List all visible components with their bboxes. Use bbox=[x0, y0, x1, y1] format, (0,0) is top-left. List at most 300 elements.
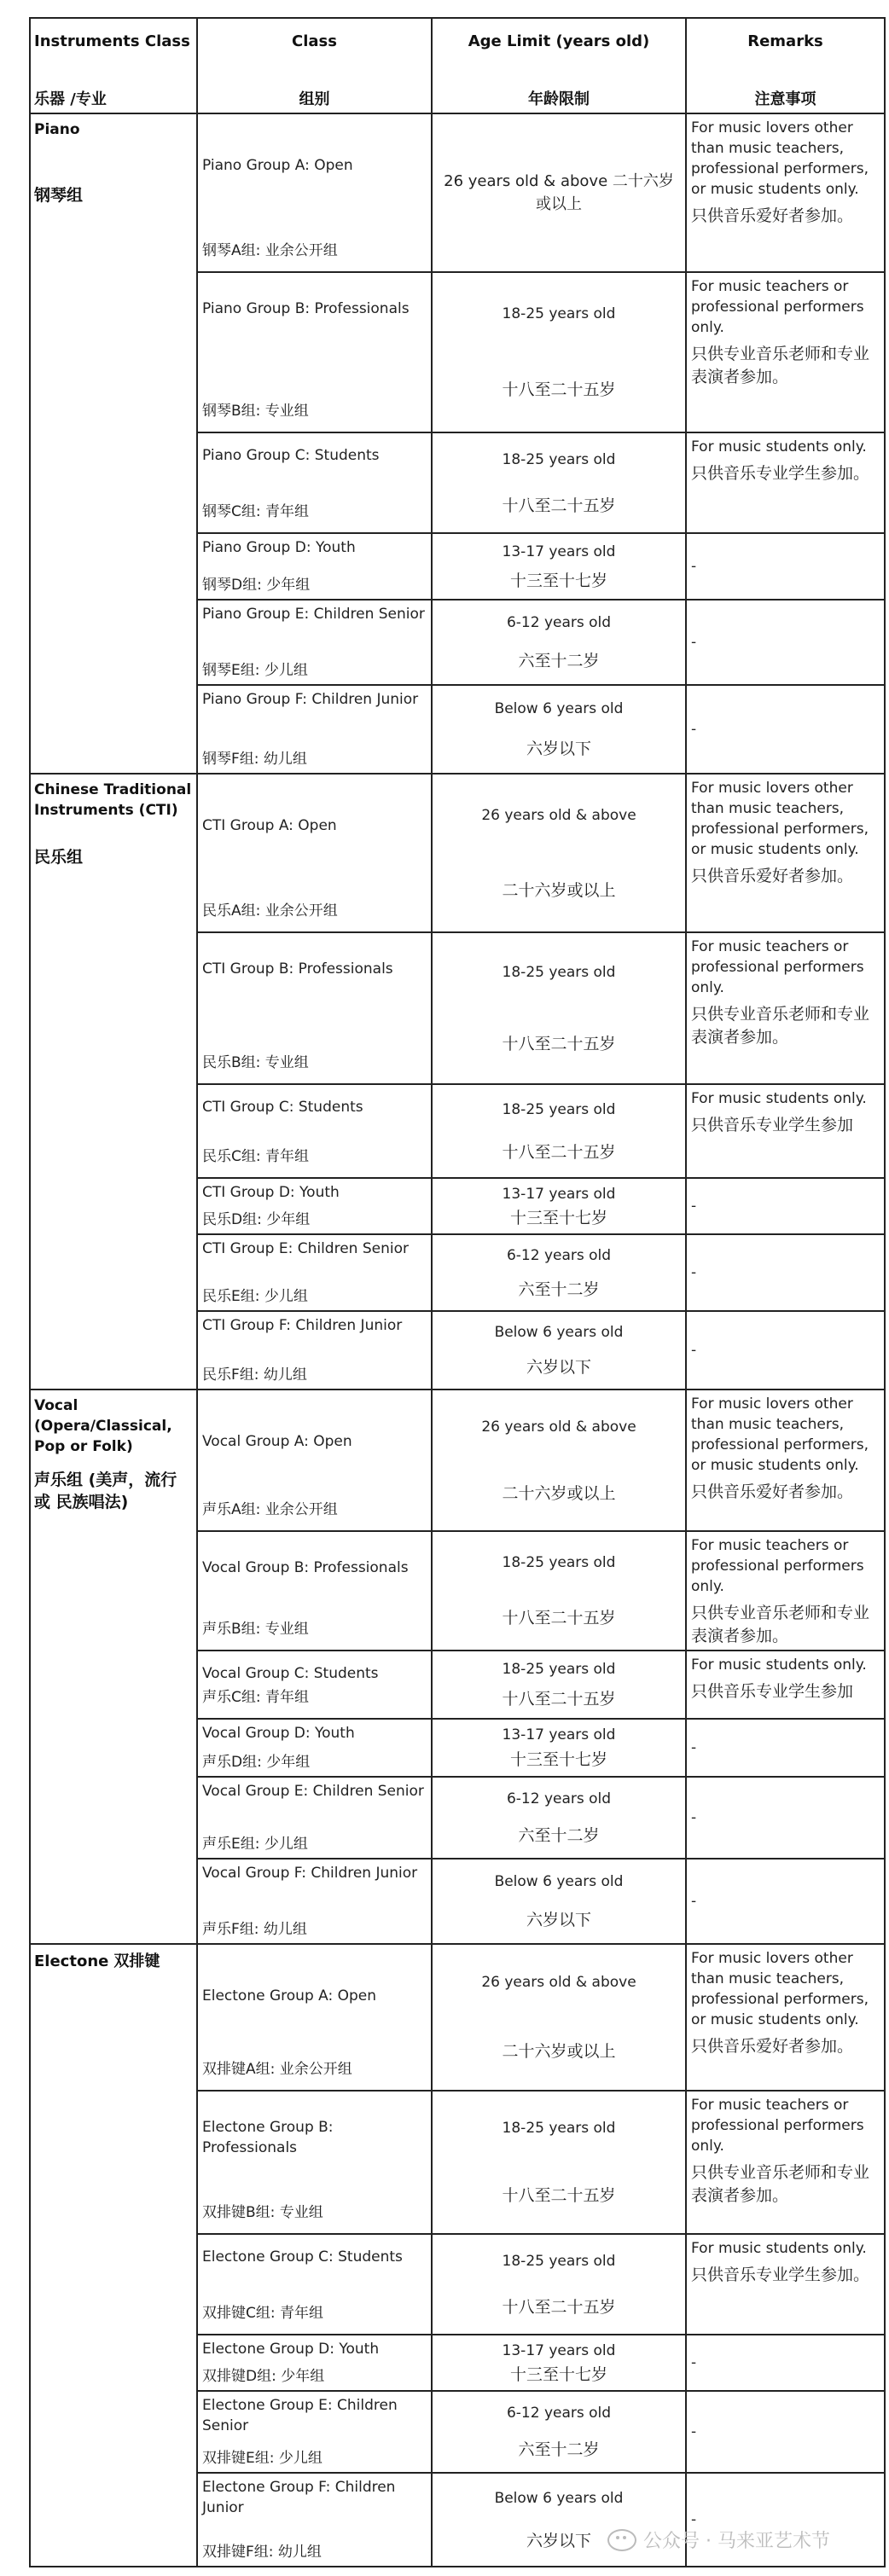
group-cell bbox=[197, 932, 432, 1084]
remarks-cell-content bbox=[691, 437, 880, 529]
group-name-en: Electone Group F: Children Junior bbox=[202, 2479, 396, 2516]
remark-en: - bbox=[691, 721, 697, 738]
age-cell bbox=[432, 2391, 686, 2473]
age-cell-content bbox=[438, 1655, 680, 1714]
remarks-cell bbox=[686, 600, 885, 685]
header-class-zh: 组别 bbox=[299, 90, 330, 108]
group-name-zh: 钢琴A组: 业余公开组 bbox=[202, 242, 338, 259]
remark-en: - bbox=[691, 1342, 697, 1359]
header-remarks bbox=[686, 18, 885, 113]
group-cell-content bbox=[202, 937, 427, 1080]
remark-en: For music students only. bbox=[691, 438, 867, 455]
remark-zh: 只供音乐爱好者参加。 bbox=[691, 2037, 854, 2056]
remarks-cell bbox=[686, 1651, 885, 1719]
remarks-cell bbox=[686, 1178, 885, 1234]
remarks-cell-content bbox=[691, 276, 880, 428]
age-limit-en: 13-17 years old bbox=[502, 1185, 616, 1203]
category-cell bbox=[30, 1390, 197, 1944]
age-limit-zh: 十三至十七岁 bbox=[509, 1750, 607, 1769]
age-cell bbox=[432, 600, 686, 685]
table-row bbox=[30, 113, 885, 272]
header-remarks-en: Remarks bbox=[747, 32, 823, 50]
group-cell bbox=[197, 1311, 432, 1390]
category-name-en: Piano bbox=[34, 121, 80, 138]
table-body bbox=[30, 113, 885, 2567]
age-cell-content bbox=[438, 1948, 680, 2086]
group-cell bbox=[197, 1777, 432, 1859]
age-cell bbox=[432, 1390, 686, 1531]
header-remarks-zh: 注意事项 bbox=[754, 90, 816, 108]
age-cell bbox=[432, 774, 686, 932]
remarks-cell-content bbox=[691, 1182, 880, 1230]
group-name-zh: 钢琴D组: 少年组 bbox=[202, 577, 311, 594]
remark-en: For music teachers or professional performers only. bbox=[691, 278, 864, 336]
remarks-cell-content bbox=[691, 1394, 880, 1527]
remark-zh: 只供音乐专业学生参加。 bbox=[691, 464, 870, 483]
remark-en: - bbox=[691, 558, 697, 575]
group-cell bbox=[197, 113, 432, 272]
age-cell bbox=[432, 272, 686, 432]
age-limit-en: 18-25 years old bbox=[502, 1554, 616, 1571]
age-cell-content bbox=[438, 1088, 680, 1174]
remarks-cell bbox=[686, 1944, 885, 2091]
remark-zh: 只供专业音乐老师和专业表演者参加。 bbox=[691, 2163, 870, 2205]
age-limit-zh: 六至十二岁 bbox=[518, 652, 600, 670]
age-limit-en: Below 6 years old bbox=[494, 1324, 624, 1341]
age-limit-en: Below 6 years old bbox=[494, 700, 624, 717]
age-limit-en: 6-12 years old bbox=[506, 1790, 612, 1807]
remarks-cell-content bbox=[691, 1863, 880, 1940]
age-limit-zh: 二十六岁或以上 bbox=[502, 2042, 616, 2061]
group-cell-content bbox=[202, 1239, 427, 1307]
group-cell-content bbox=[202, 1315, 427, 1385]
group-cell bbox=[197, 1719, 432, 1777]
group-name-zh: 钢琴B组: 专业组 bbox=[202, 403, 309, 420]
remark-en: For music lovers other than music teachers, professional performers, or music students only. bbox=[691, 119, 869, 198]
group-name-en: Piano Group D: Youth bbox=[202, 539, 356, 556]
group-name-en: Vocal Group E: Children Senior bbox=[202, 1783, 424, 1800]
group-name-en: CTI Group D: Youth bbox=[202, 1184, 340, 1201]
group-cell-content bbox=[202, 2339, 427, 2387]
header-instruments-class bbox=[30, 18, 197, 113]
age-cell-content bbox=[438, 1239, 680, 1307]
age-cell bbox=[432, 1651, 686, 1719]
category-name-zh: 民乐组 bbox=[34, 848, 84, 867]
group-cell bbox=[197, 1390, 432, 1531]
table-row bbox=[30, 1390, 885, 1531]
group-name-en: Piano Group C: Students bbox=[202, 447, 380, 464]
age-limit-zh: 十八至二十五岁 bbox=[502, 1690, 616, 1709]
table-header-row bbox=[30, 18, 885, 113]
age-limit-zh: 六至十二岁 bbox=[518, 2440, 600, 2459]
age-limit-zh: 十八至二十五岁 bbox=[502, 1034, 616, 1053]
group-name-zh: 声乐A组: 业余公开组 bbox=[202, 1501, 338, 1518]
remark-en: - bbox=[691, 634, 697, 651]
age-cell bbox=[432, 2234, 686, 2335]
header-class-en: Class bbox=[292, 32, 337, 50]
remarks-cell bbox=[686, 2391, 885, 2473]
group-cell-content bbox=[202, 537, 427, 595]
group-name-zh: 声乐C组: 青年组 bbox=[202, 1689, 310, 1706]
age-limit-zh: 六岁以下 bbox=[526, 740, 591, 758]
age-limit-zh: 十八至二十五岁 bbox=[502, 1142, 616, 1162]
group-cell-content bbox=[202, 689, 427, 769]
age-limit-zh: 六岁以下 bbox=[526, 2531, 591, 2550]
group-name-zh: 民乐A组: 业余公开组 bbox=[202, 902, 338, 920]
age-cell bbox=[432, 1531, 686, 1651]
group-name-zh: 民乐B组: 专业组 bbox=[202, 1054, 309, 1071]
group-name-zh: 声乐F组: 幼儿组 bbox=[202, 1921, 307, 1938]
remarks-cell-content bbox=[691, 937, 880, 1080]
remarks-cell-content bbox=[691, 1781, 880, 1854]
remarks-cell bbox=[686, 533, 885, 600]
category-name-zh: 钢琴组 bbox=[34, 186, 84, 205]
category-cell bbox=[30, 774, 197, 1390]
group-name-en: CTI Group F: Children Junior bbox=[202, 1317, 403, 1334]
age-cell-content bbox=[438, 2339, 680, 2387]
group-name-zh: 民乐D组: 少年组 bbox=[202, 1211, 311, 1228]
age-cell bbox=[432, 1777, 686, 1859]
age-limit-en: 26 years old & above 二十六岁或以上 bbox=[444, 172, 674, 213]
age-cell bbox=[432, 1234, 686, 1311]
group-name-zh: 双排键C组: 青年组 bbox=[202, 2305, 324, 2322]
age-limit-en: 18-25 years old bbox=[502, 305, 616, 322]
group-cell-content bbox=[202, 1182, 427, 1230]
remarks-cell-content bbox=[691, 689, 880, 769]
age-limit-zh: 十八至二十五岁 bbox=[502, 380, 616, 399]
remarks-cell-content bbox=[691, 1535, 880, 1646]
age-cell-content bbox=[438, 689, 680, 769]
remark-en: For music teachers or professional performers only. bbox=[691, 2097, 864, 2155]
group-name-zh: 声乐E组: 少儿组 bbox=[202, 1836, 308, 1853]
remark-en: For music teachers or professional performers only. bbox=[691, 938, 864, 996]
group-cell bbox=[197, 600, 432, 685]
group-name-en: CTI Group B: Professionals bbox=[202, 960, 393, 978]
age-cell bbox=[432, 685, 686, 774]
category-cell bbox=[30, 113, 197, 774]
group-name-zh: 民乐C组: 青年组 bbox=[202, 1148, 310, 1165]
remark-en: - bbox=[691, 2423, 697, 2440]
group-cell bbox=[197, 685, 432, 774]
group-name-zh: 双排键A组: 业余公开组 bbox=[202, 2061, 352, 2078]
group-cell bbox=[197, 432, 432, 533]
remark-en: For music teachers or professional performers only. bbox=[691, 1537, 864, 1595]
age-cell-content bbox=[438, 1723, 680, 1772]
remarks-cell-content bbox=[691, 1239, 880, 1307]
group-name-en: Piano Group B: Professionals bbox=[202, 300, 410, 317]
age-limit-zh: 十八至二十五岁 bbox=[502, 1609, 616, 1627]
group-name-zh: 声乐D组: 少年组 bbox=[202, 1754, 311, 1771]
remark-zh: 只供音乐专业学生参加 bbox=[691, 1682, 854, 1701]
remark-en: - bbox=[691, 1739, 697, 1756]
age-limit-zh: 十三至十七岁 bbox=[509, 571, 607, 590]
age-limit-en: 18-25 years old bbox=[502, 2252, 616, 2270]
age-limit-en: 13-17 years old bbox=[502, 1726, 616, 1743]
age-cell bbox=[432, 1084, 686, 1178]
group-cell bbox=[197, 1234, 432, 1311]
age-limit-zh: 十八至二十五岁 bbox=[502, 496, 616, 515]
age-cell bbox=[432, 1859, 686, 1944]
group-cell-content bbox=[202, 1394, 427, 1527]
age-limit-zh: 十八至二十五岁 bbox=[502, 2186, 616, 2205]
category-cell bbox=[30, 1944, 197, 2567]
group-name-zh: 钢琴F组: 幼儿组 bbox=[202, 751, 307, 768]
age-cell-content bbox=[438, 1394, 680, 1527]
remarks-cell bbox=[686, 1234, 885, 1311]
remark-en: For music students only. bbox=[691, 1656, 867, 1674]
age-cell-content bbox=[438, 437, 680, 529]
remarks-cell bbox=[686, 685, 885, 774]
age-limit-en: 6-12 years old bbox=[506, 2405, 612, 2422]
remark-zh: 只供音乐专业学生参加。 bbox=[691, 2266, 870, 2284]
group-cell bbox=[197, 1859, 432, 1944]
age-limit-zh: 十三至十七岁 bbox=[509, 2364, 607, 2384]
age-cell-content bbox=[438, 537, 680, 595]
group-cell-content bbox=[202, 1535, 427, 1646]
age-cell-content bbox=[438, 937, 680, 1080]
group-cell bbox=[197, 1178, 432, 1234]
age-limit-en: Below 6 years old bbox=[494, 2489, 624, 2507]
age-cell-content bbox=[438, 1535, 680, 1646]
remarks-cell bbox=[686, 1390, 885, 1531]
remark-en: For music students only. bbox=[691, 2240, 867, 2257]
table-row bbox=[30, 774, 885, 932]
age-cell-content bbox=[438, 1182, 680, 1230]
group-cell bbox=[197, 1944, 432, 2091]
group-cell-content bbox=[202, 1655, 427, 1714]
category-name-en: Electone bbox=[34, 1952, 109, 1970]
category-name-en: Chinese Traditional Instruments (CTI) bbox=[34, 781, 192, 819]
age-limit-zh: 十八至二十五岁 bbox=[502, 2297, 616, 2317]
age-limit-zh: 二十六岁或以上 bbox=[502, 880, 616, 900]
remarks-cell bbox=[686, 1777, 885, 1859]
group-name-en: Electone Group D: Youth bbox=[202, 2341, 380, 2358]
age-cell-content bbox=[438, 604, 680, 681]
remarks-cell-content bbox=[691, 1948, 880, 2086]
age-cell-content bbox=[438, 1781, 680, 1854]
remarks-cell-content bbox=[691, 1315, 880, 1385]
remark-en: - bbox=[691, 2511, 697, 2528]
wechat-icon bbox=[607, 2529, 636, 2551]
group-cell-content bbox=[202, 2395, 427, 2469]
group-name-zh: 民乐F组: 幼儿组 bbox=[202, 1366, 307, 1384]
group-cell bbox=[197, 1084, 432, 1178]
remark-en: - bbox=[691, 1264, 697, 1281]
group-cell bbox=[197, 2473, 432, 2567]
group-name-zh: 民乐E组: 少儿组 bbox=[202, 1288, 308, 1305]
group-name-en: Electone Group E: Children Senior bbox=[202, 2397, 398, 2434]
remarks-cell bbox=[686, 113, 885, 272]
remark-en: For music students only. bbox=[691, 1090, 867, 1107]
group-name-en: CTI Group E: Children Senior bbox=[202, 1240, 409, 1257]
header-instruments-class-en: Instruments Class bbox=[34, 32, 190, 50]
group-name-en: CTI Group A: Open bbox=[202, 817, 337, 834]
header-class bbox=[197, 18, 432, 113]
age-cell bbox=[432, 113, 686, 272]
age-cell bbox=[432, 1944, 686, 2091]
remarks-cell bbox=[686, 272, 885, 432]
group-cell-content bbox=[202, 1781, 427, 1854]
age-limit-zh: 六至十二岁 bbox=[518, 1826, 600, 1845]
age-cell-content bbox=[438, 118, 680, 268]
age-cell bbox=[432, 533, 686, 600]
group-name-en: Vocal Group A: Open bbox=[202, 1433, 352, 1450]
age-limit-zh: 十三至十七岁 bbox=[509, 1208, 607, 1227]
remarks-cell-content bbox=[691, 1088, 880, 1174]
remark-zh: 只供音乐专业学生参加 bbox=[691, 1116, 854, 1134]
age-limit-en: 13-17 years old bbox=[502, 542, 616, 560]
watermark bbox=[607, 2527, 830, 2553]
age-limit-en: Below 6 years old bbox=[494, 1873, 624, 1890]
age-limit-en: 26 years old & above bbox=[481, 1974, 636, 1991]
remarks-cell bbox=[686, 2091, 885, 2234]
age-limit-en: 26 years old & above bbox=[481, 1418, 636, 1436]
remark-zh: 只供专业音乐老师和专业表演者参加。 bbox=[691, 1604, 870, 1645]
age-limit-en: 18-25 years old bbox=[502, 2120, 616, 2137]
age-cell-content bbox=[438, 276, 680, 428]
group-name-en: Electone Group B: Professionals bbox=[202, 2119, 334, 2156]
group-name-en: Vocal Group F: Children Junior bbox=[202, 1865, 418, 1882]
age-limit-zh: 六至十二岁 bbox=[518, 1279, 600, 1299]
group-name-zh: 钢琴C组: 青年组 bbox=[202, 503, 310, 520]
remarks-cell bbox=[686, 932, 885, 1084]
header-age-limit bbox=[432, 18, 686, 113]
remarks-cell-content bbox=[691, 2095, 880, 2230]
remarks-cell bbox=[686, 2234, 885, 2335]
remark-en: - bbox=[691, 1893, 697, 1910]
group-cell-content bbox=[202, 604, 427, 681]
group-name-zh: 声乐B组: 专业组 bbox=[202, 1621, 309, 1638]
group-cell-content bbox=[202, 118, 427, 268]
group-cell bbox=[197, 1651, 432, 1719]
group-cell bbox=[197, 533, 432, 600]
group-cell-content bbox=[202, 437, 427, 529]
group-cell bbox=[197, 2335, 432, 2391]
group-name-en: Vocal Group D: Youth bbox=[202, 1725, 355, 1742]
remarks-cell-content bbox=[691, 604, 880, 681]
remarks-cell bbox=[686, 1311, 885, 1390]
age-limit-zh: 二十六岁或以上 bbox=[502, 1483, 616, 1503]
group-cell bbox=[197, 272, 432, 432]
group-cell bbox=[197, 774, 432, 932]
remarks-cell-content bbox=[691, 118, 880, 268]
remarks-cell bbox=[686, 774, 885, 932]
age-limit-en: 6-12 years old bbox=[506, 1246, 612, 1264]
remark-en: For music lovers other than music teachers, professional performers, or music students only. bbox=[691, 1950, 869, 2028]
remarks-cell-content bbox=[691, 1723, 880, 1772]
age-cell bbox=[432, 932, 686, 1084]
age-limit-en: 13-17 years old bbox=[502, 2341, 616, 2359]
group-name-en: Piano Group F: Children Junior bbox=[202, 691, 419, 708]
category-name-zh: 声乐组 (美声，流行或 民族唱法) bbox=[34, 1471, 177, 1511]
group-cell bbox=[197, 2091, 432, 2234]
remark-en: - bbox=[691, 1809, 697, 1826]
group-cell-content bbox=[202, 276, 427, 428]
group-cell-content bbox=[202, 2477, 427, 2562]
group-cell-content bbox=[202, 2238, 427, 2330]
remarks-cell bbox=[686, 2335, 885, 2391]
age-cell bbox=[432, 2335, 686, 2391]
group-name-en: Vocal Group B: Professionals bbox=[202, 1559, 409, 1576]
remarks-cell-content bbox=[691, 778, 880, 928]
group-name-en: Electone Group C: Students bbox=[202, 2248, 403, 2266]
group-name-zh: 双排键B组: 专业组 bbox=[202, 2204, 323, 2221]
age-limit-en: 18-25 years old bbox=[502, 963, 616, 981]
age-limit-en: 18-25 years old bbox=[502, 1661, 616, 1678]
group-name-en: Piano Group A: Open bbox=[202, 157, 353, 174]
age-cell-content bbox=[438, 1863, 680, 1940]
class-table bbox=[29, 17, 886, 2567]
remark-zh: 只供专业音乐老师和专业表演者参加。 bbox=[691, 345, 870, 386]
remark-en: For music lovers other than music teachers, professional performers, or music students only. bbox=[691, 780, 869, 858]
group-name-en: CTI Group C: Students bbox=[202, 1099, 363, 1116]
header-age-limit-zh: 年龄限制 bbox=[528, 90, 590, 108]
remark-zh: 只供音乐爱好者参加。 bbox=[691, 867, 854, 885]
remarks-cell bbox=[686, 1719, 885, 1777]
age-cell bbox=[432, 2091, 686, 2234]
remarks-cell-content bbox=[691, 2395, 880, 2469]
group-name-zh: 钢琴E组: 少儿组 bbox=[202, 662, 308, 679]
age-limit-en: 26 years old & above bbox=[481, 806, 636, 824]
remark-zh: 只供音乐爱好者参加。 bbox=[691, 206, 854, 225]
group-name-zh: 双排键E组: 少儿组 bbox=[202, 2450, 322, 2467]
remark-zh: 只供音乐爱好者参加。 bbox=[691, 1482, 854, 1501]
remarks-cell-content bbox=[691, 1655, 880, 1714]
group-cell bbox=[197, 1531, 432, 1651]
remarks-cell bbox=[686, 1084, 885, 1178]
group-cell-content bbox=[202, 1863, 427, 1940]
group-name-en: Vocal Group C: Students bbox=[202, 1665, 379, 1682]
header-instruments-class-zh: 乐器 /专业 bbox=[34, 90, 107, 108]
age-limit-en: 18-25 years old bbox=[502, 1100, 616, 1118]
age-cell bbox=[432, 1178, 686, 1234]
table-row bbox=[30, 1944, 885, 2091]
category-name-en: Vocal (Opera/Classical, Pop or Folk) bbox=[34, 1397, 172, 1455]
category-name-zh: 双排键 bbox=[113, 1952, 160, 1970]
remark-zh: 只供专业音乐老师和专业表演者参加。 bbox=[691, 1005, 870, 1047]
group-cell-content bbox=[202, 778, 427, 928]
age-cell-content bbox=[438, 778, 680, 928]
remarks-cell bbox=[686, 432, 885, 533]
group-cell bbox=[197, 2234, 432, 2335]
group-name-zh: 双排键D组: 少年组 bbox=[202, 2368, 325, 2385]
remarks-cell-content bbox=[691, 2238, 880, 2330]
age-limit-en: 18-25 years old bbox=[502, 450, 616, 468]
group-name-zh: 双排键F组: 幼儿组 bbox=[202, 2544, 322, 2561]
remarks-cell bbox=[686, 1859, 885, 1944]
remark-en: - bbox=[691, 1198, 697, 1215]
group-name-en: Electone Group A: Open bbox=[202, 1987, 376, 2005]
age-cell bbox=[432, 1719, 686, 1777]
remarks-cell-content bbox=[691, 537, 880, 595]
age-limit-zh: 六岁以下 bbox=[526, 1358, 591, 1377]
age-cell-content bbox=[438, 1315, 680, 1385]
group-cell-content bbox=[202, 1723, 427, 1772]
age-cell bbox=[432, 1311, 686, 1390]
age-cell-content bbox=[438, 2395, 680, 2469]
remark-en: For music lovers other than music teachers, professional performers, or music students only. bbox=[691, 1395, 869, 1474]
age-limit-zh: 六岁以下 bbox=[526, 1911, 591, 1929]
group-cell-content bbox=[202, 2095, 427, 2230]
group-name-en: Piano Group E: Children Senior bbox=[202, 606, 425, 623]
remarks-cell bbox=[686, 1531, 885, 1651]
group-cell-content bbox=[202, 1088, 427, 1174]
remarks-cell-content bbox=[691, 2339, 880, 2387]
age-cell bbox=[432, 432, 686, 533]
group-cell bbox=[197, 2391, 432, 2473]
age-cell-content bbox=[438, 2238, 680, 2330]
group-cell-content bbox=[202, 1948, 427, 2086]
